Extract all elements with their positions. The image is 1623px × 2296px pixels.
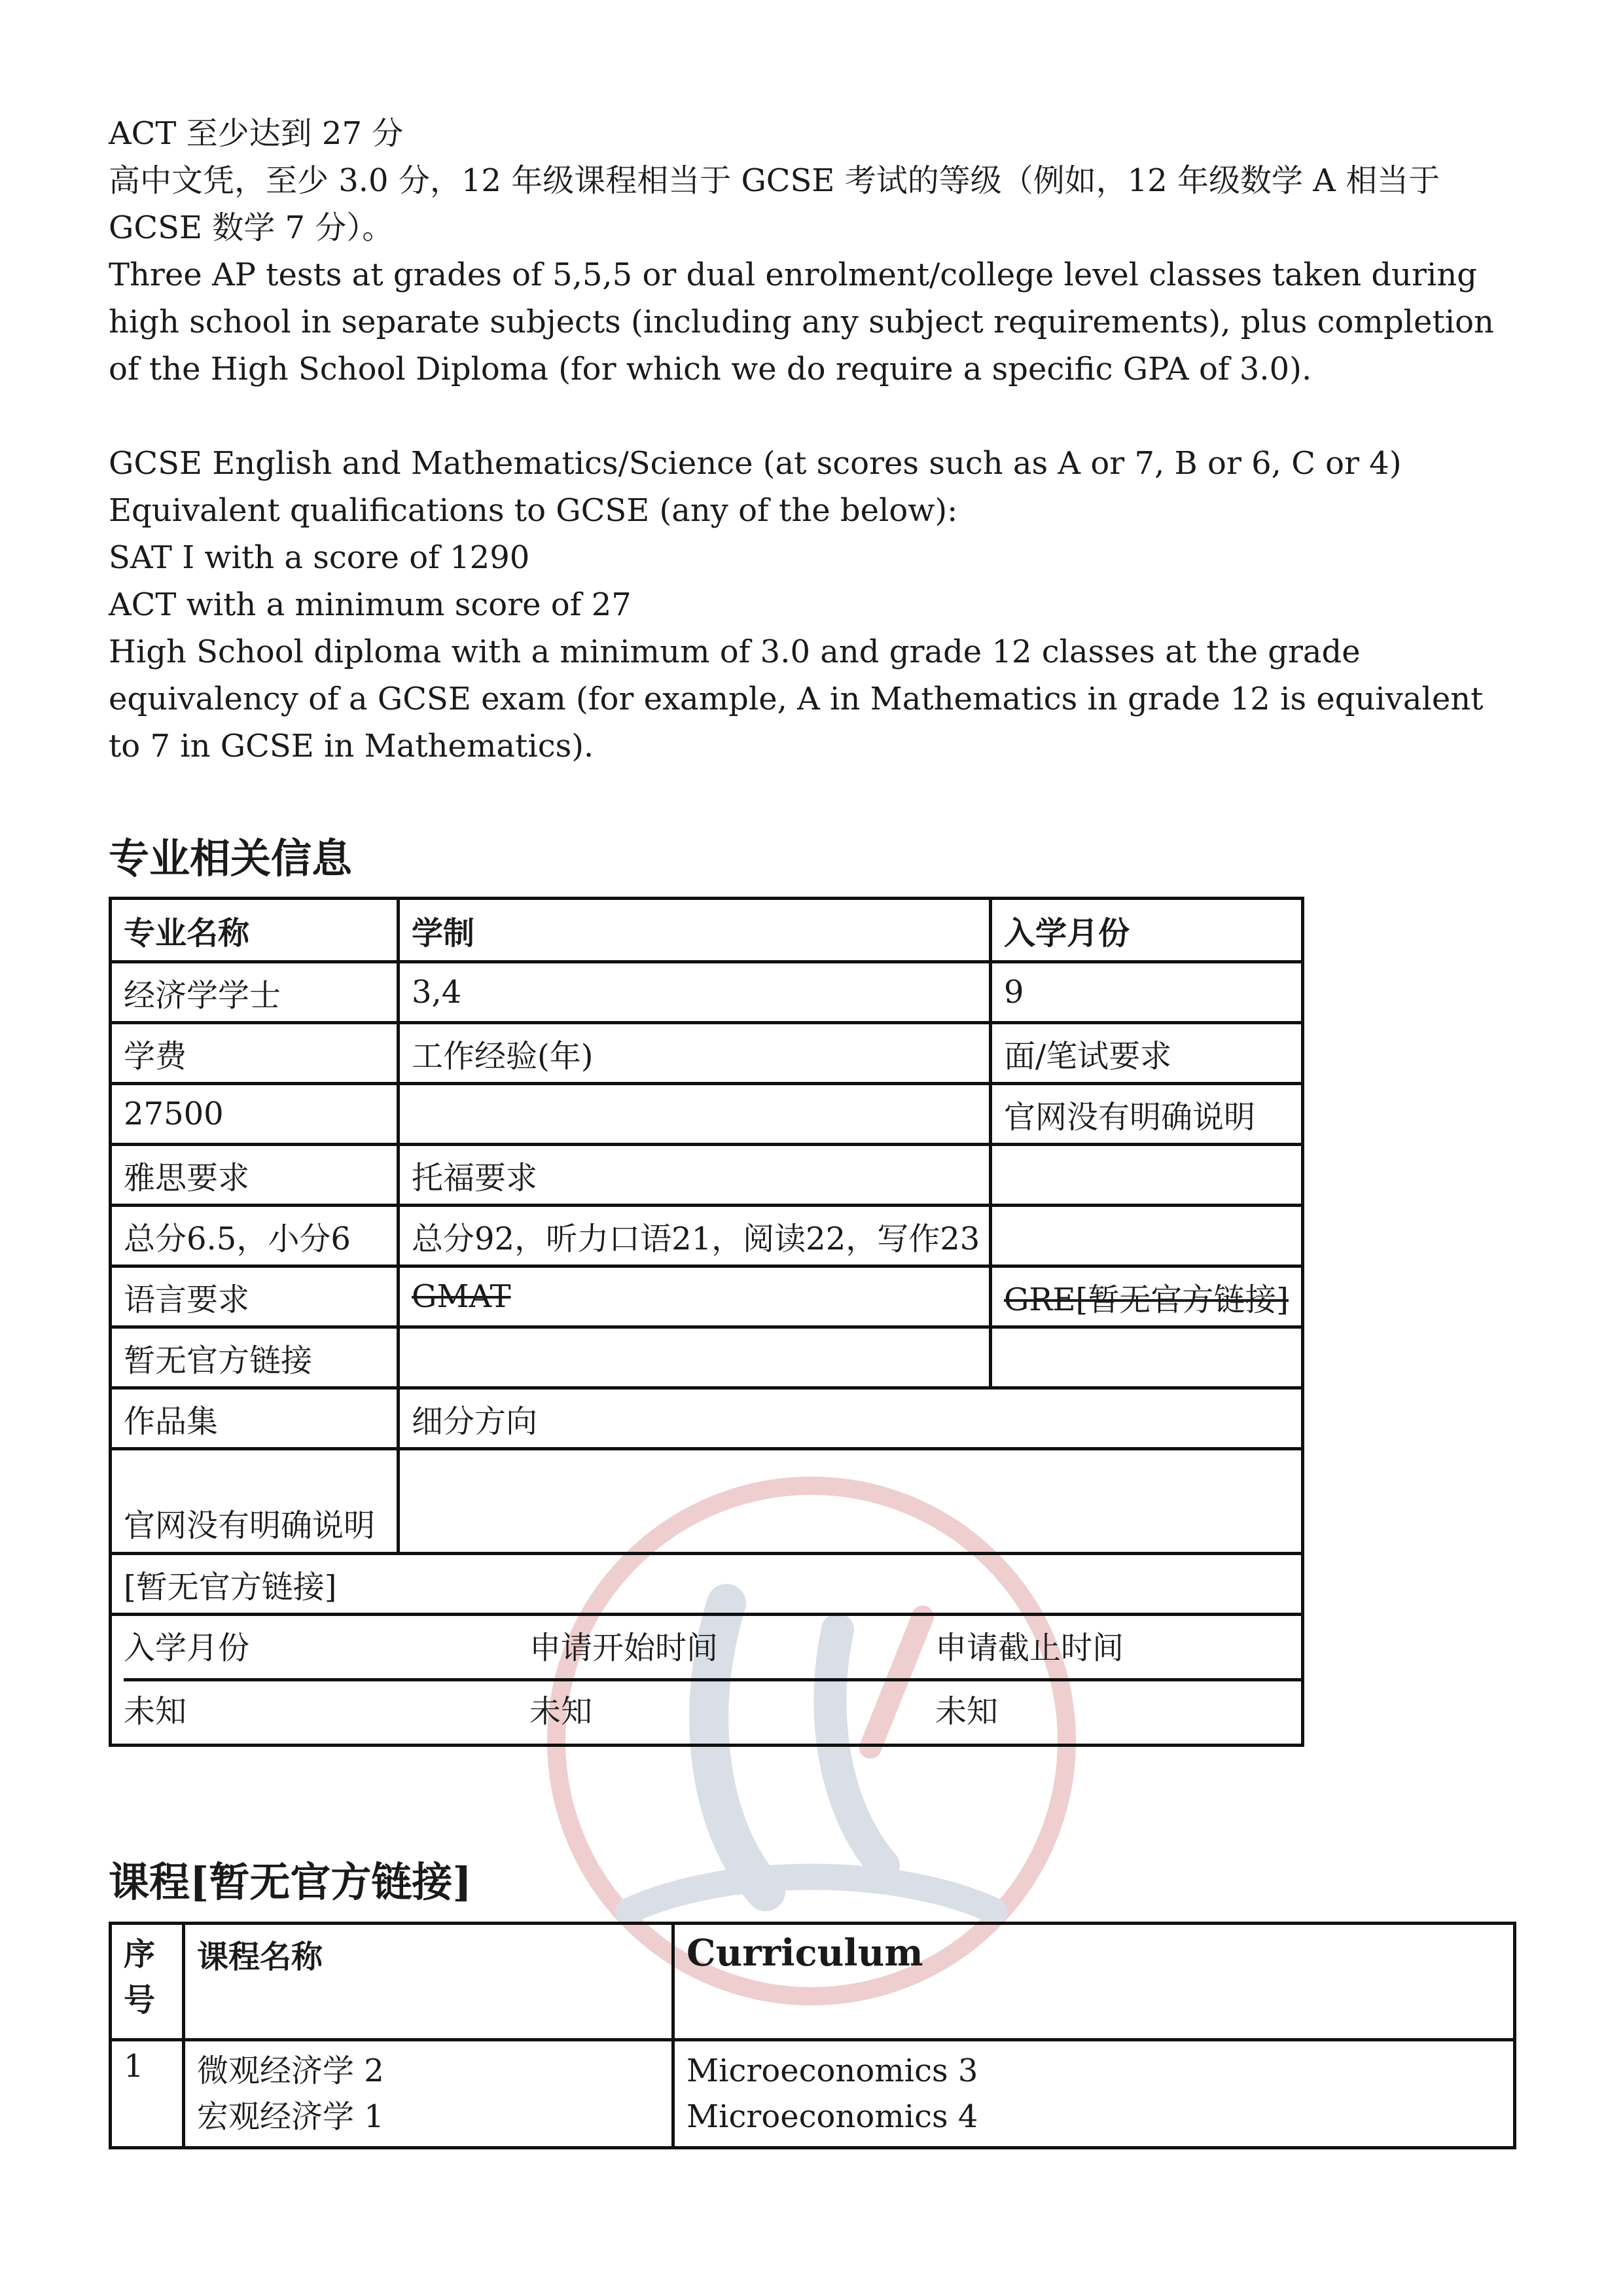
course-names-en bbox=[673, 2040, 1515, 2148]
portfolio-value: 官网没有明确说明 bbox=[111, 1449, 399, 1554]
empty-cell bbox=[399, 1327, 991, 1388]
application-dates bbox=[111, 1615, 1303, 1746]
empty-cell bbox=[991, 1327, 1303, 1388]
work-experience-value bbox=[399, 1084, 991, 1145]
intro-line: ACT with a minimum score of 27 bbox=[109, 586, 632, 623]
intro-line: SAT I with a score of 1290 bbox=[109, 539, 530, 576]
intro-text bbox=[109, 110, 1516, 770]
header-intake-month: 入学月份 bbox=[991, 899, 1303, 962]
course-names-cn bbox=[184, 2040, 673, 2148]
label-ielts: 雅思要求 bbox=[111, 1145, 399, 1206]
dates-header-start: 申请开始时间 bbox=[529, 1618, 935, 1681]
intro-line: ACT 至少达到 27 分 bbox=[109, 115, 404, 152]
program-info-table bbox=[109, 897, 1304, 1747]
dates-month-value: 未知 bbox=[124, 1693, 187, 1730]
direction-value bbox=[399, 1449, 1303, 1554]
course-table bbox=[109, 1922, 1516, 2149]
label-toefl: 托福要求 bbox=[399, 1145, 991, 1206]
dates-header-end: 申请截止时间 bbox=[935, 1618, 1302, 1681]
program-intake-month: 9 bbox=[991, 962, 1303, 1023]
label-gmat: GMAT bbox=[399, 1266, 991, 1327]
course-name-cn: 宏观经济学 1 bbox=[197, 2098, 384, 2135]
empty-cell bbox=[991, 1206, 1303, 1266]
program-name: 经济学学士 bbox=[111, 962, 399, 1023]
header-duration: 学制 bbox=[399, 899, 991, 962]
label-language: 语言要求 bbox=[111, 1266, 399, 1327]
dates-header-month: 入学月份 bbox=[124, 1618, 529, 1681]
label-portfolio: 作品集 bbox=[111, 1388, 399, 1449]
course-no: 1 bbox=[111, 2040, 184, 2148]
intro-line: Equivalent qualifications to GCSE (any of the below): bbox=[109, 492, 958, 529]
language-value: 暂无官方链接 bbox=[111, 1327, 399, 1388]
intro-line: GCSE English and Mathematics/Science (at scores such as A or 7, B or 6, C or 4) bbox=[109, 445, 1402, 482]
label-work-experience: 工作经验(年) bbox=[399, 1023, 991, 1084]
dates-start-value: 未知 bbox=[529, 1693, 593, 1730]
label-interview: 面/笔试要求 bbox=[991, 1023, 1303, 1084]
course-name-en: Microeconomics 4 bbox=[687, 2098, 978, 2135]
interview-value: 官网没有明确说明 bbox=[991, 1084, 1303, 1145]
header-course-name: 课程名称 bbox=[184, 1924, 673, 2040]
intro-line: Three AP tests at grades of 5,5,5 or dual enrolment/college level classes taken during high school in separate subjects (including any subject requirements), plus completion of the High School Diploma (for which we do require a specific GPA of 3.0). bbox=[109, 257, 1494, 387]
label-gre: GRE[暂无官方链接] bbox=[991, 1266, 1303, 1327]
course-name-en: Microeconomics 3 bbox=[687, 2053, 978, 2089]
program-section-title: 专业相关信息 bbox=[109, 834, 353, 882]
header-curriculum: Curriculum bbox=[673, 1924, 1515, 2040]
intro-line: High School diploma with a minimum of 3.0 and grade 12 classes at the grade equivalency of a GCSE exam (for example, A in Mathematics in grade 12 is equivalent to 7 in GCSE in Mathematics). bbox=[109, 634, 1484, 764]
tuition-value: 27500 bbox=[111, 1084, 399, 1145]
table-row bbox=[111, 2040, 1515, 2148]
intro-line: 高中文凭，至少 3.0 分，12 年级课程相当于 GCSE 考试的等级（例如，12 年级数学 A 相当于 GCSE 数学 7 分）。 bbox=[109, 162, 1440, 246]
header-seq-no: 序号 bbox=[111, 1924, 184, 2040]
dates-end-value: 未知 bbox=[935, 1693, 999, 1730]
label-tuition: 学费 bbox=[111, 1023, 399, 1084]
empty-cell bbox=[991, 1145, 1303, 1206]
link-note: [暂无官方链接] bbox=[111, 1554, 1303, 1615]
header-program-name: 专业名称 bbox=[111, 899, 399, 962]
course-section-title: 课程[暂无官方链接] bbox=[109, 1858, 472, 1906]
course-name-cn: 微观经济学 2 bbox=[197, 2053, 384, 2089]
program-duration: 3,4 bbox=[399, 962, 991, 1023]
toefl-value: 总分92，听力口语21，阅读22，写作23 bbox=[399, 1206, 991, 1266]
label-direction: 细分方向 bbox=[399, 1388, 1303, 1449]
ielts-value: 总分6.5，小分6 bbox=[111, 1206, 399, 1266]
